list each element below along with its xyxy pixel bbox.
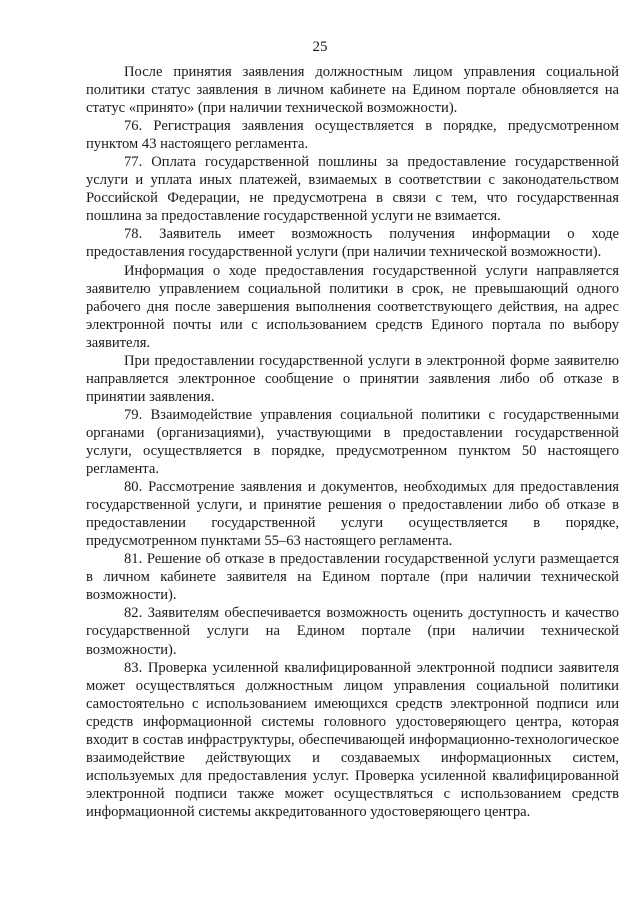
document-body (86, 63, 619, 821)
paragraph-79: 79. Взаимодействие управления социальной политики с государственными органами (организациями), участвующими в предоставлении государственной услуги, осуществляется в порядке, предусмотренном пунктом 50 настоящего регламента. (86, 406, 619, 478)
paragraph-80: 80. Рассмотрение заявления и документов, необходимых для предоставления государственной услуги, и принятие решения о предоставлении либо об отказе в предоставлении государственной услуги осуществляется в порядке, предусмотренном пунктами 55–63 настоящего регламента. (86, 479, 619, 550)
paragraph-77: 77. Оплата государственной пошлины за предоставление государственной услуги и уплата иных платежей, взимаемых в соответствии с законодательством Российской Федерации, не предусмотрена в связи с тем, что государственная пошлина за предоставление государственной услуги не взимается. (86, 154, 619, 225)
paragraph-82: 82. Заявителям обеспечивается возможность оценить доступность и качество государственной услуги на Едином портале (при наличии технической возможности). (86, 605, 619, 658)
paragraph-78: 78. Заявитель имеет возможность получения информации о ходе предоставления государственной услуги (при наличии технической возможности). (86, 226, 619, 261)
page-number: 25 (312, 39, 328, 55)
paragraph-status-update: После принятия заявления должностным лицом управления социальной политики статус заявления в личном кабинете на Едином портале обновляется на статус «принято» (при наличии технической возможности). (86, 64, 619, 117)
paragraph-76: 76. Регистрация заявления осуществляется в порядке, предусмотренном пунктом 43 настоящего регламента. (86, 118, 619, 153)
paragraph-electronic-message: При предоставлении государственной услуги в электронной форме заявителю направляется электронное сообщение о принятии заявления либо об отказе в принятии заявления. (86, 352, 619, 405)
paragraph-progress-info: Информация о ходе предоставления государственной услуги направляется заявителю управлением социальной политики в срок, не превышающий одного рабочего дня после завершения выполнения соответствующего действия, на адрес электронной почты или с использованием средств Единого портала по выбору заявителя. (86, 262, 619, 351)
paragraph-83: 83. Проверка усиленной квалифицированной электронной подписи заявителя может осуществляться должностным лицом управления социальной политики самостоятельно с использованием имеющихся средств электронной подписи или средств информационной системы головного удостоверяющего центра, которая входит в состав инфраструктуры, обеспечивающей информационно-технологическое взаимодействие действующих и создаваемых информационных систем, используемых для предоставления услуг. Проверка усиленной квалифицированной электронной подписи также может осуществляться с использованием средств информационной системы аккредитованного удостоверяющего центра. (86, 659, 619, 820)
paragraph-81: 81. Решение об отказе в предоставлении государственной услуги размещается в личном кабинете заявителя на Едином портале (при наличии технической возможности). (86, 551, 619, 604)
